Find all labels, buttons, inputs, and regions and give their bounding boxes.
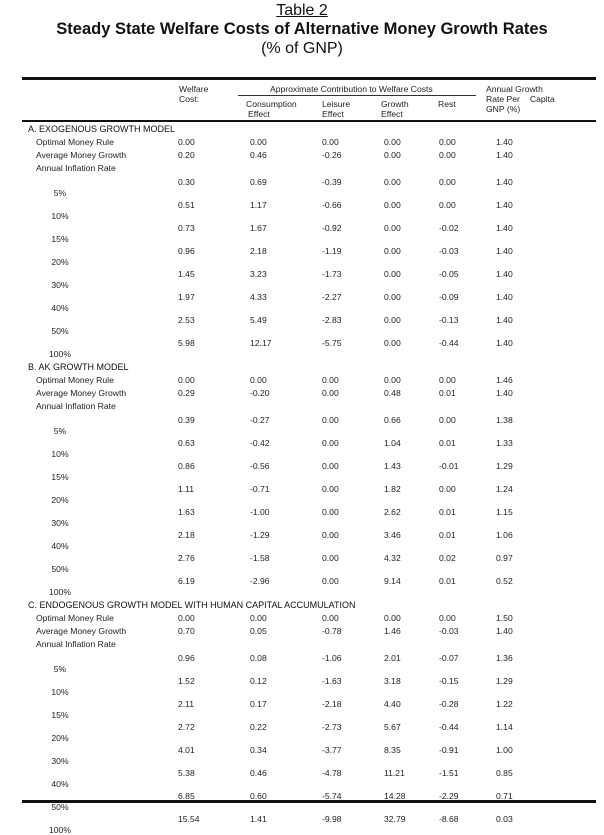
inflation-rate: 5% (53, 426, 67, 436)
cell-average: 0.00 (384, 150, 401, 160)
table-cell: 0.63 (178, 438, 195, 448)
table-cell: -0.56 (250, 461, 270, 471)
table-cell: -0.44 (439, 338, 459, 348)
header-growth (381, 99, 409, 119)
table-cell: 3.23 (250, 269, 267, 279)
table-cell: -5.74 (322, 791, 342, 801)
table-cell: 1.45 (178, 269, 195, 279)
inflation-rate: 50% (51, 564, 69, 574)
cell-average: 0.29 (178, 388, 195, 398)
inflation-rate: 30% (51, 518, 69, 528)
inflation-rate: 30% (51, 756, 69, 766)
cell-optimal: 0.00 (250, 375, 267, 385)
table-cell: 1.38 (496, 415, 513, 425)
cell-average: 1.40 (496, 388, 513, 398)
table-cell: 0.00 (384, 200, 401, 210)
cell-average: -0.03 (439, 626, 459, 636)
inflation-rate: 50% (51, 326, 69, 336)
cell-optimal: 1.50 (496, 613, 513, 623)
cell-average: 0.00 (439, 150, 456, 160)
table-cell: 1.14 (496, 722, 513, 732)
cell-optimal: 1.46 (496, 375, 513, 385)
row-label-average: Average Money Growth (36, 388, 127, 398)
table-cell: 0.01 (439, 530, 456, 540)
cell-optimal: 0.00 (384, 137, 401, 147)
header-annual-line3: GNP (%) (486, 104, 521, 114)
inflation-rate: 5% (53, 188, 67, 198)
table-cell: 4.33 (250, 292, 267, 302)
table-cell: 0.86 (178, 461, 195, 471)
table-cell: 2.53 (178, 315, 195, 325)
table-cell: 1.40 (496, 200, 513, 210)
table-cell: 0.00 (384, 246, 401, 256)
inflation-rate: 20% (51, 733, 69, 743)
cell-optimal: 0.00 (322, 613, 339, 623)
row-label-optimal: Optimal Money Rule (36, 137, 114, 147)
table-cell: 1.00 (496, 745, 513, 755)
table-cell: 0.02 (439, 553, 456, 563)
header-leisure-line1: Leisure (322, 99, 351, 109)
inflation-rate: 15% (51, 472, 69, 482)
header-welfare-line1: Welfare (179, 84, 209, 94)
header-welfare-line2: Cost: (179, 94, 200, 104)
table-cell: -0.28 (439, 699, 459, 709)
table-cell: -0.39 (322, 177, 342, 187)
table-cell: 0.00 (439, 415, 456, 425)
table-cell: 6.19 (178, 576, 195, 586)
table-cell: 14.28 (384, 791, 406, 801)
inflation-rate: 100% (49, 825, 71, 835)
table-cell: 0.01 (439, 438, 456, 448)
header-annual-line1: Annual Growth (486, 84, 543, 94)
inflation-rate: 15% (51, 710, 69, 720)
table-cell: -1.19 (322, 246, 342, 256)
row-label-average: Average Money Growth (36, 626, 127, 636)
table-cell: 1.67 (250, 223, 267, 233)
table-cell: 1.33 (496, 438, 513, 448)
table-cell: 1.52 (178, 676, 195, 686)
cell-average: 0.70 (178, 626, 195, 636)
table-cell: 9.14 (384, 576, 401, 586)
table-cell: 0.51 (178, 200, 195, 210)
table-cell: -9.98 (322, 814, 342, 824)
table-cell: 1.40 (496, 177, 513, 187)
table-cell: 0.73 (178, 223, 195, 233)
table-cell: -2.27 (322, 292, 342, 302)
table-cell: -1.29 (250, 530, 270, 540)
table-cell: 1.63 (178, 507, 195, 517)
table-cell: 1.29 (496, 461, 513, 471)
inflation-rate-label: Annual Inflation Rate (36, 639, 116, 649)
table-cell: -0.71 (250, 484, 270, 494)
table-title: Steady State Welfare Costs of Alternative Money Growth Rates (56, 20, 548, 38)
inflation-rate-label: Annual Inflation Rate (36, 163, 116, 173)
table-cell: 1.41 (250, 814, 267, 824)
cell-average: 1.46 (384, 626, 401, 636)
inflation-rate: 10% (51, 687, 69, 697)
table-cell: -0.03 (439, 246, 459, 256)
table-cell: 0.01 (439, 576, 456, 586)
table-cell: -0.02 (439, 223, 459, 233)
table-cell: -0.05 (439, 269, 459, 279)
table-cell: 0.22 (250, 722, 267, 732)
table-cell: -1.00 (250, 507, 270, 517)
table-cell: 0.69 (250, 177, 267, 187)
inflation-rate: 15% (51, 234, 69, 244)
cell-average: 0.20 (178, 150, 195, 160)
cell-optimal: 0.00 (439, 375, 456, 385)
cell-average: 0.05 (250, 626, 267, 636)
table-cell: -1.58 (250, 553, 270, 563)
top-rule (22, 77, 596, 80)
header-consumption-line2: Effect (248, 109, 270, 119)
header-welfare-cost (179, 84, 208, 104)
table-cell: 0.46 (250, 768, 267, 778)
table-cell: 6.85 (178, 791, 195, 801)
table-cell: 0.30 (178, 177, 195, 187)
inflation-rate: 50% (51, 802, 69, 812)
inflation-rate: 40% (51, 541, 69, 551)
cell-optimal: 0.00 (178, 137, 195, 147)
cell-average: 1.40 (496, 626, 513, 636)
table-cell: 2.72 (178, 722, 195, 732)
table-cell: 3.46 (384, 530, 401, 540)
table-cell: 0.00 (322, 461, 339, 471)
cell-average: 1.40 (496, 150, 513, 160)
table-cell: -0.91 (439, 745, 459, 755)
cell-optimal: 0.00 (322, 375, 339, 385)
cell-optimal: 0.00 (250, 613, 267, 623)
table-cell: -1.73 (322, 269, 342, 279)
table-unit: (% of GNP) (261, 40, 343, 57)
cell-average: 0.48 (384, 388, 401, 398)
table-cell: 2.62 (384, 507, 401, 517)
inflation-rate: 10% (51, 449, 69, 459)
table-cell: 0.00 (322, 484, 339, 494)
table-cell: 12.17 (250, 338, 272, 348)
inflation-rate: 30% (51, 280, 69, 290)
table-cell: 0.66 (384, 415, 401, 425)
section-title: B. AK GROWTH MODEL (28, 362, 129, 372)
table-cell: 1.15 (496, 507, 513, 517)
table-cell: 0.71 (496, 791, 513, 801)
table-cell: 1.97 (178, 292, 195, 302)
table-cell: 5.67 (384, 722, 401, 732)
table-cell: 2.76 (178, 553, 195, 563)
table-cell: 1.04 (384, 438, 401, 448)
table-cell: 0.00 (322, 415, 339, 425)
table-cell: 0.60 (250, 791, 267, 801)
table-cell: 1.40 (496, 223, 513, 233)
table-cell: -5.75 (322, 338, 342, 348)
table-cell: -2.29 (439, 791, 459, 801)
header-growth-line1: Growth (381, 99, 409, 109)
table-cell: 0.00 (384, 315, 401, 325)
table-cell: 0.01 (439, 507, 456, 517)
table-cell: 0.52 (496, 576, 513, 586)
table-cell: 8.35 (384, 745, 401, 755)
table-cell: -0.01 (439, 461, 459, 471)
table-cell: 4.40 (384, 699, 401, 709)
table-cell: -1.63 (322, 676, 342, 686)
table-cell: -0.07 (439, 653, 459, 663)
header-bottom-rule (22, 120, 596, 122)
table-cell: 5.49 (250, 315, 267, 325)
row-label-optimal: Optimal Money Rule (36, 375, 114, 385)
inflation-rate: 20% (51, 495, 69, 505)
table-cell: 0.85 (496, 768, 513, 778)
cell-optimal: 0.00 (178, 613, 195, 623)
table-cell: -2.18 (322, 699, 342, 709)
table-cell: 0.97 (496, 553, 513, 563)
header-consumption-line1: Consumption (246, 99, 297, 109)
table-cell: 0.00 (439, 177, 456, 187)
table-cell: 0.17 (250, 699, 267, 709)
table-cell: 0.00 (384, 269, 401, 279)
table-cell: -0.66 (322, 200, 342, 210)
inflation-rate: 40% (51, 779, 69, 789)
table-cell: 0.96 (178, 246, 195, 256)
table-cell: 0.00 (322, 438, 339, 448)
table-cell: 5.38 (178, 768, 195, 778)
table-cell: 1.40 (496, 338, 513, 348)
cell-average: -0.20 (250, 388, 270, 398)
table-cell: -0.44 (439, 722, 459, 732)
cell-optimal: 0.00 (178, 375, 195, 385)
header-consumption (246, 99, 297, 119)
inflation-rate: 10% (51, 211, 69, 221)
table-cell: -0.15 (439, 676, 459, 686)
table-cell: 2.11 (178, 699, 195, 709)
cell-average: -0.78 (322, 626, 342, 636)
table-cell: -1.51 (439, 768, 459, 778)
table-cell: 0.00 (439, 484, 456, 494)
table-cell: 0.00 (439, 200, 456, 210)
table-cell: -3.77 (322, 745, 342, 755)
table-cell: 3.18 (384, 676, 401, 686)
table-cell: 2.18 (250, 246, 267, 256)
cell-optimal: 0.00 (439, 137, 456, 147)
cell-optimal: 0.00 (322, 137, 339, 147)
header-leisure-line2: Effect (322, 109, 344, 119)
table-cell: -8.68 (439, 814, 459, 824)
table-cell: 15.54 (178, 814, 200, 824)
table-cell: 1.22 (496, 699, 513, 709)
table-cell: 0.00 (322, 576, 339, 586)
table-cell: -0.27 (250, 415, 270, 425)
row-label-optimal: Optimal Money Rule (36, 613, 114, 623)
cell-optimal: 0.00 (250, 137, 267, 147)
header-group-label: Approximate Contribution to Welfare Costs (270, 84, 433, 94)
table-cell: 11.21 (384, 768, 405, 778)
cell-optimal: 0.00 (384, 375, 401, 385)
cell-optimal: 0.00 (439, 613, 456, 623)
table-cell: 5.98 (178, 338, 195, 348)
table-cell: 0.00 (322, 507, 339, 517)
table-cell: 0.00 (384, 338, 401, 348)
table-cell: 1.06 (496, 530, 513, 540)
header-leisure (322, 99, 350, 119)
header-annual-line2b: Capita (529, 94, 555, 104)
table-cell: -0.42 (250, 438, 270, 448)
inflation-rate: 40% (51, 303, 69, 313)
section-title: A. EXOGENOUS GROWTH MODEL (28, 124, 176, 134)
table-cell: -4.78 (322, 768, 342, 778)
table-cell: 32.79 (384, 814, 406, 824)
header-rest: Rest (438, 99, 456, 109)
table-cell: 0.39 (178, 415, 195, 425)
table-cell: 2.01 (384, 653, 401, 663)
header-annual-line2a: Rate Per (486, 94, 520, 104)
table-cell: 0.96 (178, 653, 195, 663)
cell-average: 0.00 (322, 388, 339, 398)
table-cell: 1.40 (496, 292, 513, 302)
table-cell: 0.03 (496, 814, 513, 824)
table-cell: 0.00 (384, 292, 401, 302)
table-cell: -0.92 (322, 223, 342, 233)
group-underline (238, 95, 476, 96)
table-cell: 0.34 (250, 745, 267, 755)
cell-average: -0.26 (322, 150, 342, 160)
inflation-rate: 5% (53, 664, 67, 674)
table-cell: -2.96 (250, 576, 270, 586)
inflation-rate: 20% (51, 257, 69, 267)
table-cell: -0.13 (439, 315, 459, 325)
table-cell: 0.00 (322, 553, 339, 563)
cell-optimal: 0.00 (384, 613, 401, 623)
row-label-average: Average Money Growth (36, 150, 127, 160)
cell-average: 0.01 (439, 388, 456, 398)
cell-average: 0.46 (250, 150, 267, 160)
header-annual-growth (486, 84, 555, 114)
cell-optimal: 1.40 (496, 137, 513, 147)
table-cell: 0.12 (250, 676, 267, 686)
section-title: C. ENDOGENOUS GROWTH MODEL WITH HUMAN CAPITAL ACCUMULATION (28, 600, 356, 610)
table-cell: 2.18 (178, 530, 195, 540)
table-cell: 0.08 (250, 653, 267, 663)
table-cell: 1.36 (496, 653, 513, 663)
table-cell: -2.83 (322, 315, 342, 325)
table-cell: 1.11 (178, 484, 195, 494)
table-cell: -2.73 (322, 722, 342, 732)
table-cell: 1.29 (496, 676, 513, 686)
table-cell: -1.06 (322, 653, 342, 663)
table-cell: 1.43 (384, 461, 401, 471)
table-cell: 1.40 (496, 269, 513, 279)
table-cell: 1.40 (496, 315, 513, 325)
table-cell: -0.09 (439, 292, 459, 302)
table-cell: 4.01 (178, 745, 195, 755)
inflation-rate: 100% (49, 587, 71, 597)
table-cell: 4.32 (384, 553, 401, 563)
table-cell: 1.82 (384, 484, 401, 494)
table-cell: 1.24 (496, 484, 513, 494)
table-label: Table 2 (276, 2, 328, 19)
table-cell: 1.40 (496, 246, 513, 256)
table-cell: 0.00 (384, 177, 401, 187)
inflation-rate-label: Annual Inflation Rate (36, 401, 116, 411)
table-cell: 0.00 (384, 223, 401, 233)
table-cell: 1.17 (250, 200, 267, 210)
inflation-rate: 100% (49, 349, 71, 359)
header-growth-line2: Effect (381, 109, 403, 119)
table-cell: 0.00 (322, 530, 339, 540)
